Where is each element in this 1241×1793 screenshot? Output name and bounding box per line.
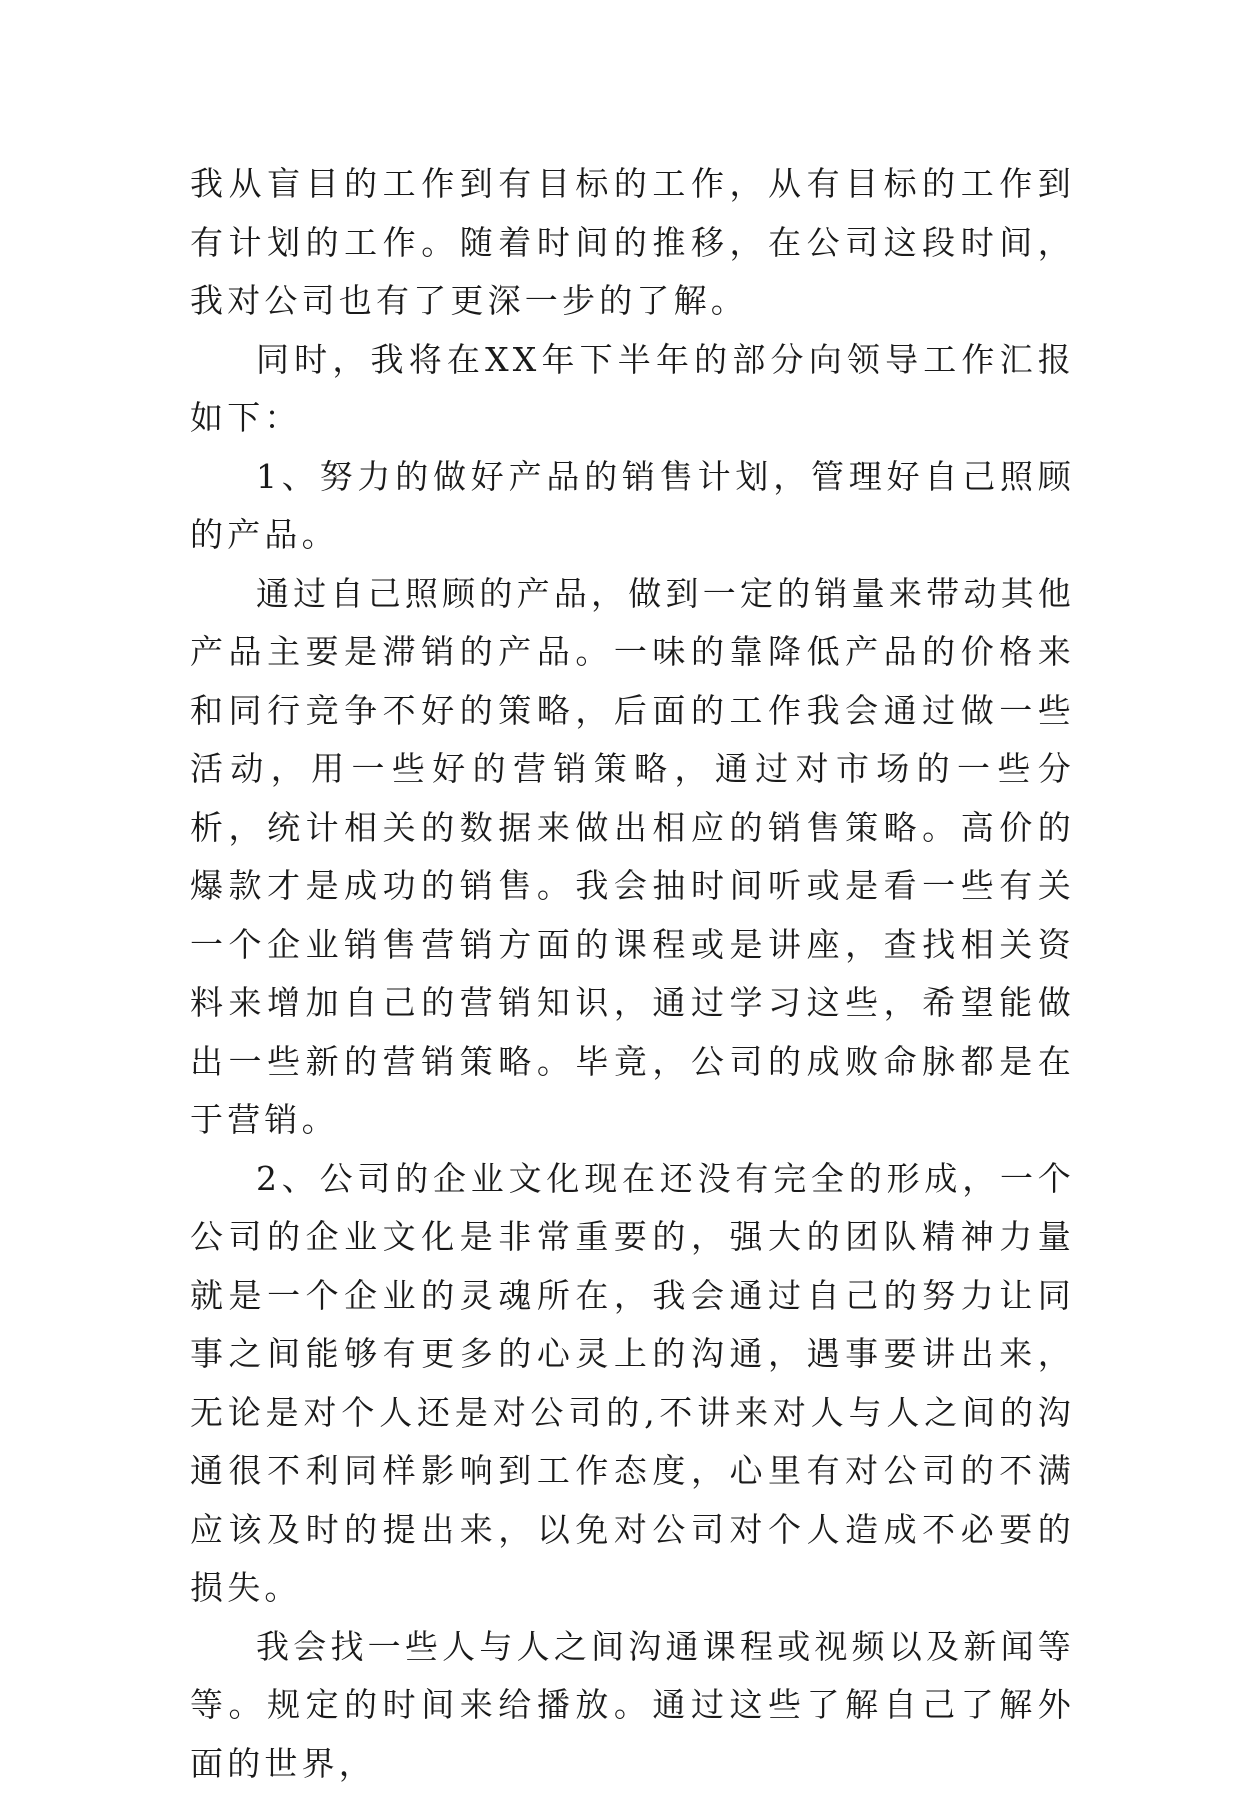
paragraph-sales-strategy: 通过自己照顾的产品，做到一定的销量来带动其他产品主要是滞销的产品。一味的靠降低产品的价格来和同行竞争不好的策略，后面的工作我会通过做一些活动，用一些好的营销策略，通过对市场的一些分析，统计相关的数据来做出相应的销售策略。高价的爆款才是成功的销售。我会抽时间听或是看一些有关一个企业销售营销方面的课程或是讲座，查找相关资料来增加自己的营销知识，通过学习这些，希望能做出一些新的营销策略。毕竟，公司的成败命脉都是在于营销。 <box>190 565 1075 1150</box>
paragraph-communication: 我会找一些人与人之间沟通课程或视频以及新闻等等。规定的时间来给播放。通过这些了解自己了解外面的世界， <box>190 1618 1075 1793</box>
paragraph-report-intro: 同时，我将在XX年下半年的部分向领导工作汇报如下： <box>190 331 1075 448</box>
paragraph-item-2: 2、公司的企业文化现在还没有完全的形成，一个公司的企业文化是非常重要的，强大的团队精神力量就是一个企业的灵魂所在，我会通过自己的努力让同事之间能够有更多的心灵上的沟通，遇事要讲出来，无论是对个人还是对公司的,不讲来对人与人之间的沟通很不利同样影响到工作态度，心里有对公司的不满应该及时的提出来，以免对公司对个人造成不必要的损失。 <box>190 1150 1075 1618</box>
paragraph-intro: 我从盲目的工作到有目标的工作，从有目标的工作到有计划的工作。随着时间的推移，在公司这段时间，我对公司也有了更深一步的了解。 <box>190 155 1075 331</box>
paragraph-item-1: 1、努力的做好产品的销售计划，管理好自己照顾的产品。 <box>190 448 1075 565</box>
document-body <box>190 155 1075 1793</box>
